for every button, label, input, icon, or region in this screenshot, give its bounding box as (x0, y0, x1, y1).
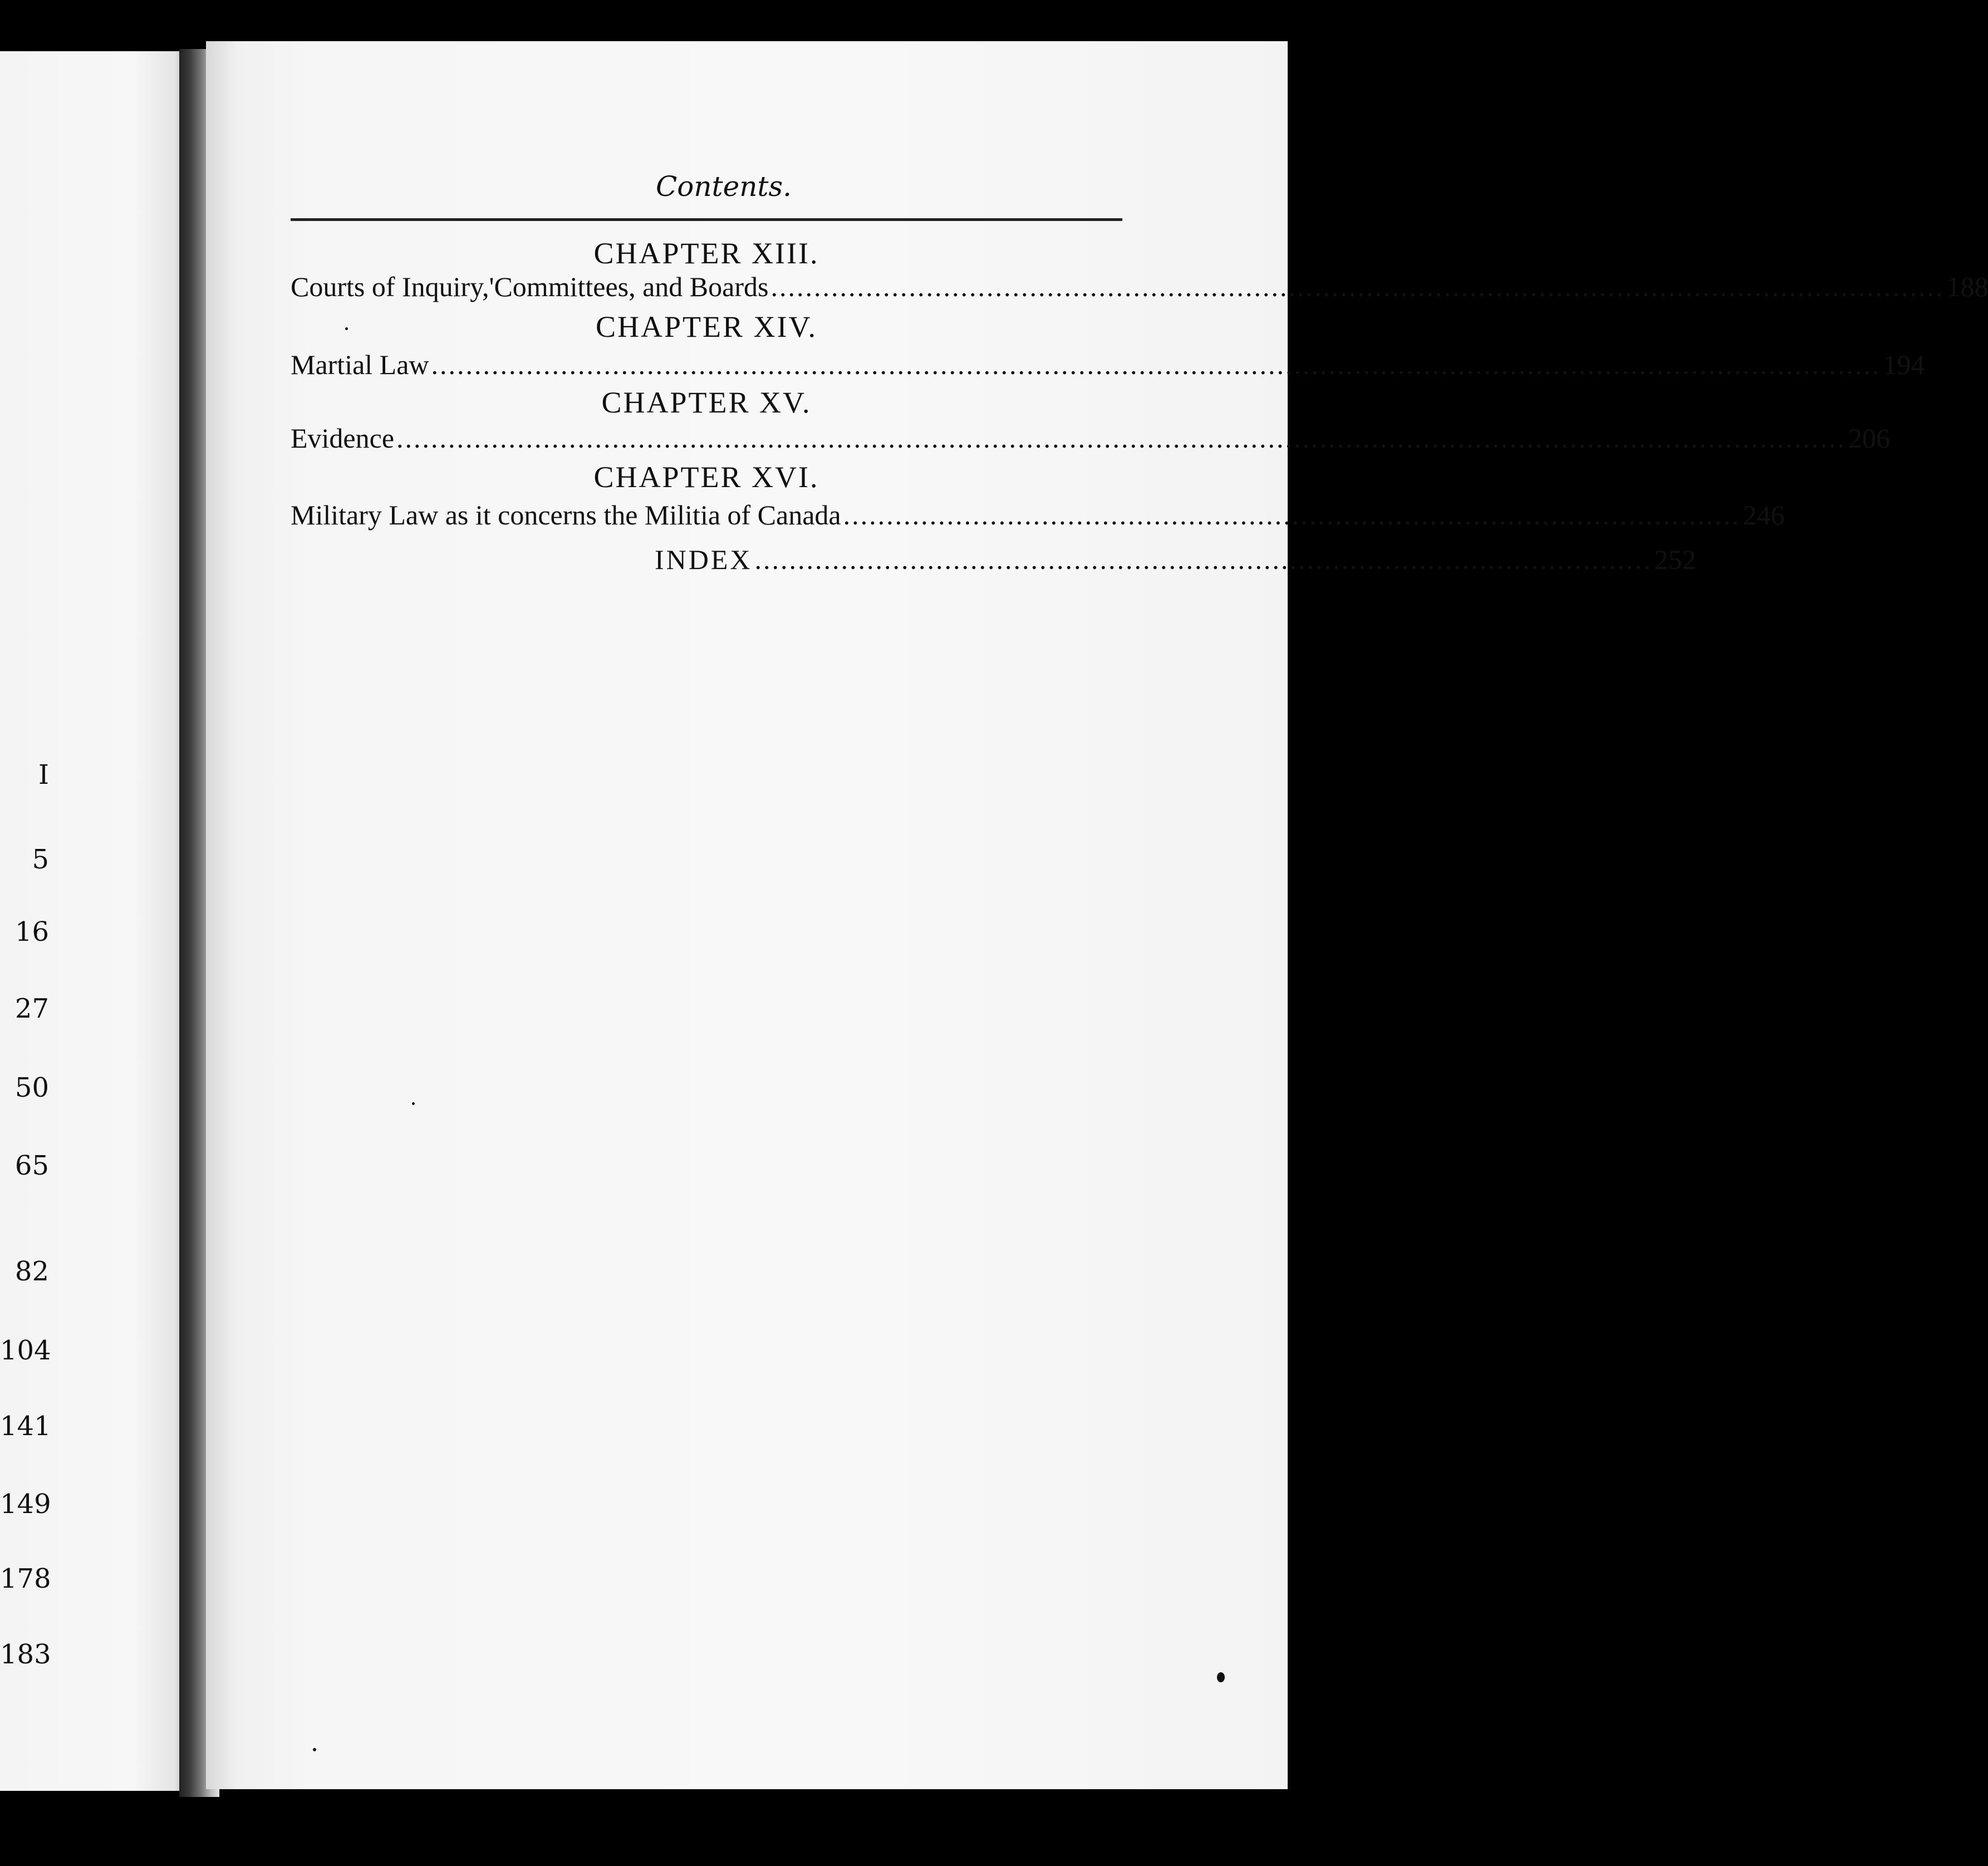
header-rule (291, 218, 1122, 221)
left-page-number: 16 (14, 916, 49, 947)
toc-entry-page: 246 (1742, 499, 1785, 531)
left-page-number: 50 (14, 1072, 49, 1103)
dot-leader: ........................................................................................................................................................................ (396, 423, 1847, 454)
toc-entry-page: 194 (1883, 349, 1925, 380)
toc-entry-title: Military Law as it concerns the Militia of Canada (291, 499, 841, 531)
toc-entry (291, 499, 1785, 531)
left-page-number: 65 (14, 1150, 49, 1181)
contents-page (206, 41, 1288, 1789)
toc-entry (291, 271, 1988, 302)
index-title: INDEX (655, 544, 753, 575)
left-page-number: 178 (0, 1563, 51, 1594)
toc-entry-page: 188 (1946, 271, 1988, 302)
left-page-number: 149 (0, 1489, 51, 1520)
dot-leader: ........................................................................................................ (843, 499, 1741, 531)
chapter-heading: CHAPTER XIII. (593, 237, 819, 270)
toc-entry-page: 206 (1848, 423, 1891, 454)
chapter-heading: CHAPTER XIV. (595, 310, 818, 343)
scan-speck (412, 1102, 415, 1105)
left-page-number: 141 (0, 1411, 51, 1442)
scan-speck (1217, 1672, 1225, 1682)
running-head: Contents. (655, 170, 792, 203)
index-page: 252 (1654, 544, 1696, 575)
dot-leader: ........................................................................................................ (754, 544, 1652, 575)
toc-entry (291, 423, 1891, 454)
left-page-number: 27 (14, 993, 49, 1024)
left-page-number: 82 (14, 1256, 49, 1287)
toc-entry-title: Evidence (291, 423, 395, 454)
toc-entry (291, 349, 1925, 380)
chapter-heading: CHAPTER XV. (601, 386, 812, 419)
left-page-number: I (38, 759, 49, 790)
scan-speck (345, 327, 348, 330)
left-page-number: 5 (32, 844, 49, 875)
left-page-number: 104 (0, 1335, 51, 1366)
scan-speck (313, 1748, 316, 1751)
chapter-heading: CHAPTER XVI. (593, 460, 819, 494)
left-page (0, 51, 190, 1791)
left-page-number: 183 (0, 1639, 51, 1670)
dot-leader: ........................................................................................................................................................................ (431, 349, 1881, 380)
toc-index-entry (655, 544, 1696, 575)
toc-entry-title: Courts of Inquiry,'Committees, and Boards (291, 271, 769, 302)
dot-leader: ........................................................................................................................................ (770, 271, 1945, 302)
toc-entry-title: Martial Law (291, 349, 429, 380)
